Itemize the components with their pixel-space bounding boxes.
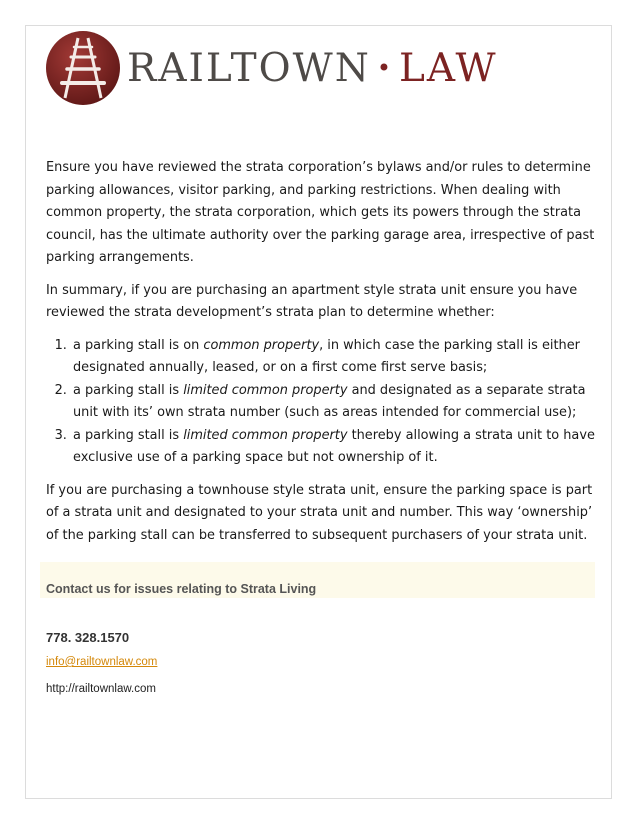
- paragraph-townhouse: If you are purchasing a townhouse style strata unit, ensure the parking space is part of a strata unit and designated to your strata unit and number. This way ‘ownership’ of the parking stall can be transferred to subsequent purchasers of your strata unit.: [46, 482, 593, 543]
- term-common-property: common property: [203, 337, 320, 353]
- brand-name-right: LAW: [399, 45, 498, 91]
- contact-heading-bar: [40, 562, 595, 598]
- article-body: [46, 157, 596, 557]
- contact-email-link[interactable]: info@railtownlaw.com: [46, 656, 158, 668]
- term-limited-common-property: limited common property: [183, 382, 348, 398]
- list-item: 1. a parking stall is on common property, in which case the parking stall is either designated annually, leased, or on a first come first serve basis;: [71, 335, 596, 380]
- railway-tracks-icon: [45, 30, 121, 106]
- brand-name-left: RAILTOWN: [127, 45, 371, 91]
- contact-website[interactable]: http://railtownlaw.com: [46, 683, 156, 695]
- list-item: 3. a parking stall is limited common property thereby allowing a strata unit to have exclusive use of a parking space but not ownership of it.: [71, 425, 596, 470]
- list-item: 2. a parking stall is limited common property and designated as a separate strata unit with its’ own strata number (such as areas intended for commercial use);: [71, 380, 596, 425]
- term-limited-common-property: limited common property: [183, 427, 348, 443]
- contact-heading: Contact us for issues relating to Strata Living: [46, 582, 317, 596]
- contact-phone: 778. 328.1570: [46, 630, 130, 645]
- parking-stall-list: [46, 335, 596, 470]
- brand-separator: •: [376, 54, 394, 82]
- paragraph-bylaws: Ensure you have reviewed the strata corporation’s bylaws and/or rules to determine parking allowances, visitor parking, and parking restrictions. When dealing with common property, the strata corporation, which gets its powers through the strata council, has the ultimate authority over the parking garage area, irrespective of past parking arrangements.: [46, 160, 595, 265]
- brand-wordmark: [127, 45, 498, 91]
- paragraph-summary: In summary, if you are purchasing an apartment style strata unit ensure you have reviewed the strata development’s strata plan to determine whether:: [46, 282, 578, 320]
- brand-logo[interactable]: [45, 30, 498, 106]
